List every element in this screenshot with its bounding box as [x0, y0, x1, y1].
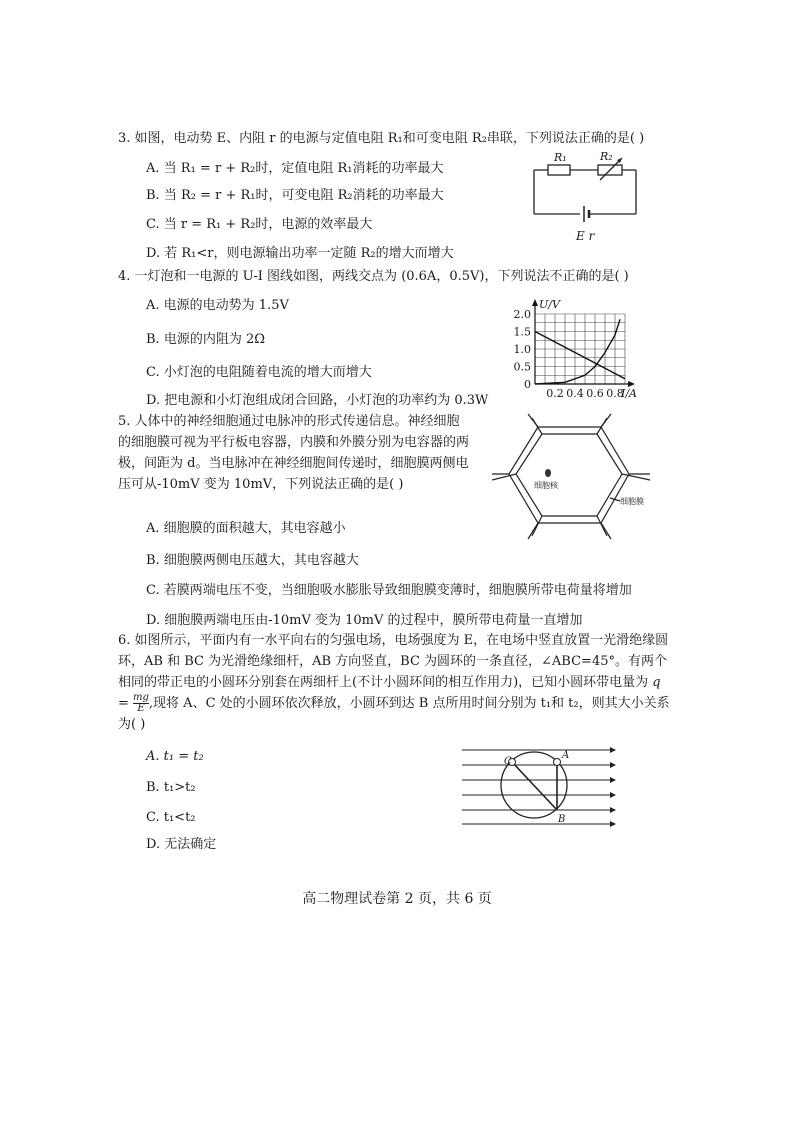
q3-stem: 3. 如图，电动势 E、内阻 r 的电源与定值电阻 R₁和可变电阻 R₂串联，下列说法正确的是( ) — [118, 131, 645, 146]
q4-stem: 4. 一灯泡和一电源的 U-I 图线如图，两线交点为 (0.6A，0.5V)，下列说法不正确的是( ) — [118, 269, 629, 284]
q6-point-b-label: B — [558, 814, 566, 825]
q3-r1-label: R₁ — [554, 151, 567, 164]
q4-ui-chart — [505, 296, 655, 406]
q5-cell-diagram — [492, 412, 652, 542]
q4-option-d: D. 把电源和小灯泡组成闭合回路，小灯泡的功率约为 0.3W — [146, 393, 489, 408]
q3-circuit-diagram — [528, 150, 643, 260]
q6-option-d: D. 无法确定 — [146, 837, 217, 852]
q6-field-ring-diagram — [460, 742, 620, 830]
q6-option-a: A. t₁ = t₂ — [146, 749, 204, 764]
q4-option-c: C. 小灯泡的电阻随着电流的增大而增大 — [146, 365, 372, 380]
q6-stem-part2: ,现将 A、C 处的小圆环依次释放，小圆环到达 B 点所用时间分别为 t₁和 t₂，则其大小关系为( ) — [118, 696, 670, 732]
q5-stem: 5. 人体中的神经细胞通过电脉冲的形式传递信息。神经细胞的细胞膜可视为平行板电容器，内膜和外膜分别为电容器的两极，间距为 d。当电脉冲在神经细胞间传递时，细胞膜两侧电压可从-10mV 变为 10mV，下列说法正确的是( ) — [118, 414, 470, 492]
q5-nucleus-label: 细胞核 — [534, 481, 558, 490]
q4-y-axis-arrow — [532, 299, 538, 306]
q5-option-a: A. 细胞膜的面积越大，其电容越小 — [146, 521, 346, 536]
q5-option-d: D. 细胞膜两端电压由-10mV 变为 10mV 的过程中，膜所带电荷量一直增加 — [146, 613, 583, 628]
q4-y-tick-label: 1.5 — [513, 325, 531, 339]
q4-option-a: A. 电源的电动势为 1.5V — [146, 298, 289, 313]
q6-formula-numerator: mg — [133, 692, 149, 703]
page-footer: 高二物理试卷第 2 页，共 6 页 — [302, 891, 492, 907]
q3-option-c: C. 当 r = R₁ + R₂时，电源的效率最大 — [146, 217, 373, 232]
q3-option-d: D. 若 R₁<r，则电源输出功率一定随 R₂的增大而增大 — [146, 246, 454, 261]
q4-chart-axes — [532, 299, 635, 387]
q6-formula-denominator: E — [137, 703, 145, 714]
q4-x-tick-label: 0.8 — [606, 387, 624, 400]
q4-y-tick-label: 0 — [524, 378, 531, 391]
q4-y-axis-label: U/V — [539, 298, 560, 311]
q6-option-c: C. t₁<t₂ — [146, 810, 196, 825]
q5-option-c: C. 若膜两端电压不变，当细胞吸水膨胀导致细胞膜变薄时，细胞膜所带电荷量将增加 — [146, 583, 632, 598]
q6-formula-q: q — [652, 675, 661, 690]
q4-x-tick-label: 0.2 — [546, 387, 564, 400]
q4-y-tick-label: 1.0 — [513, 343, 531, 356]
q4-option-b: B. 电源的内阻为 2Ω — [146, 332, 265, 347]
q6-formula-fraction — [133, 693, 149, 714]
q5-membrane-label: 细胞膜 — [620, 497, 644, 506]
q4-x-tick-label: 0.4 — [566, 387, 584, 400]
q4-y-tick-label: 2.0 — [513, 308, 531, 321]
q4-source-line — [535, 332, 625, 379]
q6-option-b: B. t₁>t₂ — [146, 780, 196, 795]
q4-chart-ticks — [514, 308, 624, 400]
q6-stem — [118, 630, 670, 735]
q4-y-tick-label: 0.5 — [513, 360, 531, 374]
q3-r2-label: R₂ — [600, 150, 613, 163]
q4-chart-grid — [535, 314, 625, 384]
q3-option-a: A. 当 R₁ = r + R₂时，定值电阻 R₁消耗的功率最大 — [146, 161, 444, 176]
q6-point-a-label: A — [562, 750, 570, 761]
q4-bulb-curve — [535, 319, 620, 384]
q3-option-b: B. 当 R₂ = r + R₁时，可变电阻 R₂消耗的功率最大 — [146, 188, 444, 203]
q6-stem-part1: 6. 如图所示，平面内有一水平向右的匀强电场，电场强度为 E，在电场中竖直放置一光滑绝缘圆环，AB 和 BC 为光滑绝缘细杆，AB 方向竖直，BC 为圆环的一条直径，∠ABC=45°。有两个相同的带正电的小圆环分别套在两细杆上(不计小圆环间的相互作用力)，已知小圆环带电量为 — [118, 633, 669, 690]
q3-source-label: E r — [576, 229, 595, 243]
q6-point-c-label: C — [504, 756, 512, 767]
q4-x-axis-label: I/A — [621, 387, 637, 400]
q5-option-b: B. 细胞膜两侧电压越大，其电容越大 — [146, 553, 359, 568]
q6-formula-eq: = — [118, 696, 134, 711]
q4-chart-series — [535, 319, 625, 384]
q4-x-tick-label: 0.6 — [586, 387, 604, 400]
